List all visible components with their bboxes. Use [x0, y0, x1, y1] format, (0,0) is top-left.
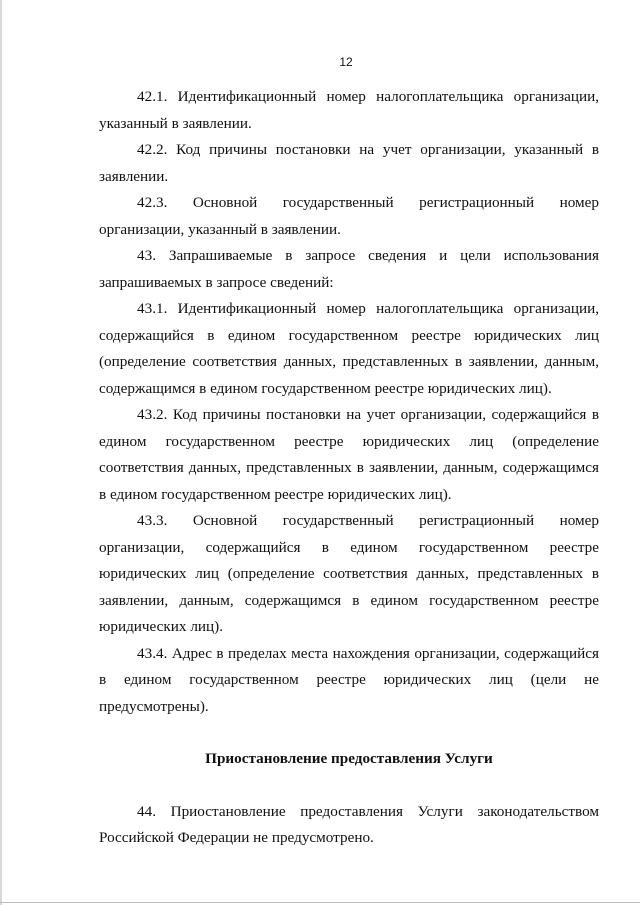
paragraph-43: 43. Запрашиваемые в запросе сведения и цели использования запрашиваемых в запросе сведений: [99, 247, 599, 291]
section-heading: Приостановление предоставления Услуги [205, 750, 493, 767]
paragraph-42-3: 42.3. Основной государственный регистрационный номер организации, указанный в заявлении. [99, 194, 599, 238]
paragraph-44: 44. Приостановление предоставления Услуги законодательством Российской Федерации не предусмотрено. [99, 802, 599, 846]
paragraph-42-1: 42.1. Идентификационный номер налогоплательщика организации, указанный в заявлении. [99, 88, 599, 132]
page-number: 12 [339, 55, 353, 69]
scan-edge-bottom [0, 902, 640, 903]
paragraph-43-4: 43.4. Адрес в пределах места нахождения организации, содержащийся в едином государственном реестре юридических лиц (цели не предусмотрены). [99, 644, 599, 715]
paragraph-43-1: 43.1. Идентификационный номер налогоплательщика организации, содержащийся в едином государственном реестре юридических лиц (определение соответствия данных, представленных в заявлении, данным, содержащимся в едином государственном реестре юридических лиц). [99, 300, 599, 397]
paragraph-42-2: 42.2. Код причины постановки на учет организации, указанный в заявлении. [99, 141, 599, 185]
scan-edge-left [0, 0, 2, 905]
paragraph-43-3: 43.3. Основной государственный регистрационный номер организации, содержащийся в едином государственном реестре юридических лиц (определение соответствия данных, представленных в заявлении, данным, содержащимся в едином государственном реестре юридических лиц). [99, 512, 599, 635]
paragraph-43-2: 43.2. Код причины постановки на учет организации, содержащийся в едином государственном реестре юридических лиц (определение соответствия данных, представленных в заявлении, данным, содержащимся в едином государственном реестре юридических лиц). [99, 406, 599, 503]
document-body [99, 84, 599, 852]
